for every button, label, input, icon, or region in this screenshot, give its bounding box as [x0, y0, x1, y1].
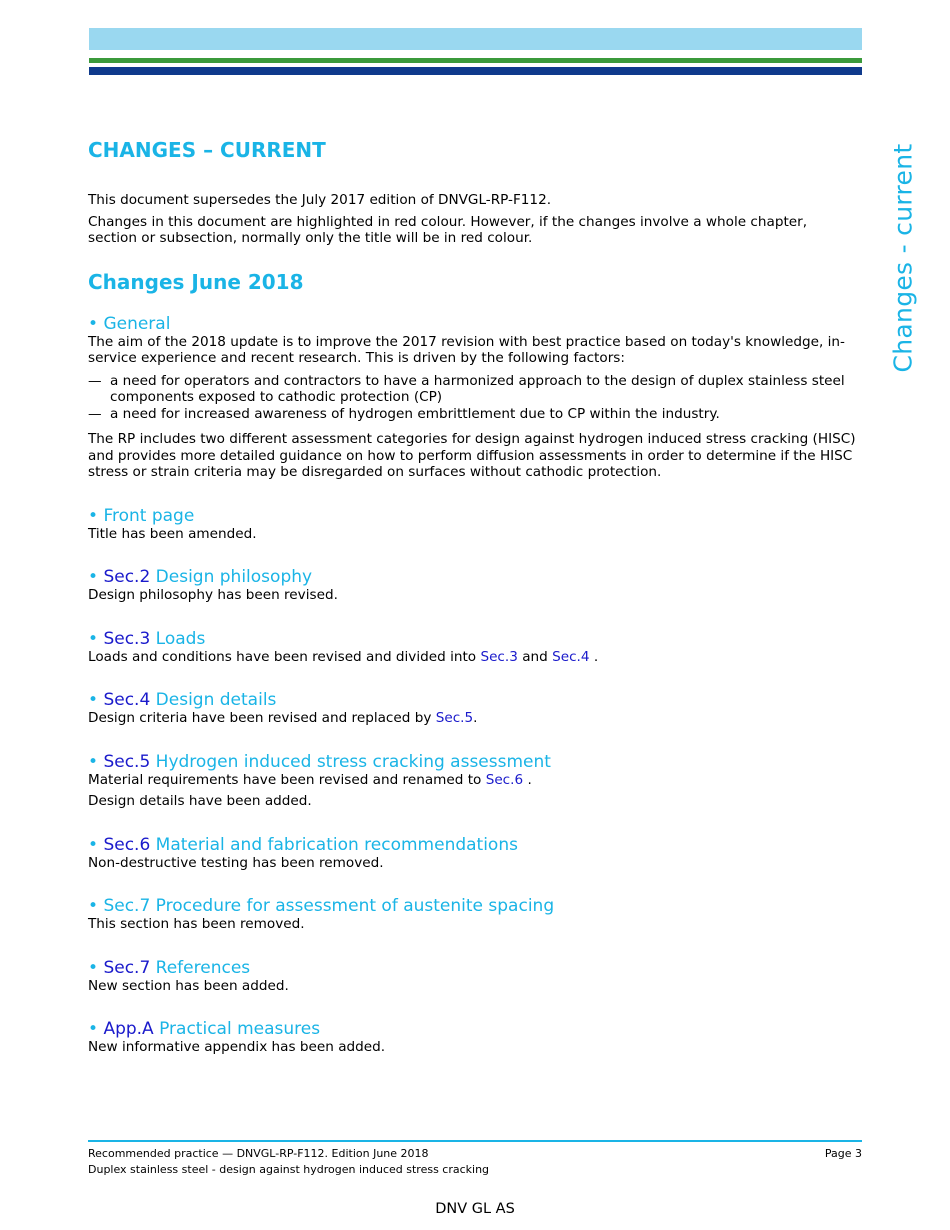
section-heading-general [88, 314, 858, 334]
bullet: • [88, 957, 99, 978]
section-text [88, 649, 858, 666]
section-text: This section has been removed. [88, 916, 305, 932]
header-band-light [89, 28, 862, 50]
footer-organization: DNV GL AS [435, 1201, 515, 1217]
section-heading-sec4 [88, 690, 858, 710]
section-text [88, 772, 858, 789]
changes-title: Changes June 2018 [88, 269, 304, 294]
text-segment: Loads and conditions have been revised and divided into [88, 648, 481, 665]
bullet: • [88, 1019, 99, 1039]
section-sec5 [88, 752, 858, 810]
section-text: Design philosophy has been revised. [88, 587, 338, 603]
section-text [88, 710, 858, 727]
list-item-text: a need for operators and contractors to have a harmonized approach to the design of duplex stainless steel components exposed to cathodic protection (CP) [110, 372, 845, 405]
text-segment: . [473, 710, 478, 726]
list-item-text: a need for increased awareness of hydrogen embrittlement due to CP within the industry. [110, 405, 720, 422]
section-heading-sec2 [88, 567, 858, 587]
app-a-link[interactable]: App.A [103, 1019, 154, 1039]
bullet: • [88, 690, 99, 710]
section-text: New section has been added. [88, 977, 289, 994]
footer-line-1: Recommended practice — DNVGL-RP-F112. Edition June 2018 [88, 1147, 429, 1160]
section-title: General [103, 313, 171, 334]
footer-line-2: Duplex stainless steel - design against hydrogen induced stress cracking [88, 1163, 490, 1176]
section-text: New informative appendix has been added. [88, 1039, 386, 1055]
section-heading-sec5 [88, 752, 858, 772]
section-title: References [155, 957, 251, 978]
bullet: • [88, 834, 99, 855]
section-sec2 [88, 567, 858, 604]
header-band-navy [89, 67, 862, 75]
sec4-link[interactable]: Sec.4 [103, 690, 151, 710]
page-number: Page 3 [824, 1147, 862, 1160]
section-sec6 [88, 835, 858, 872]
section-sec3 [88, 629, 858, 666]
general-paragraph-2: The RP includes two different assessment categories for design against hydrogen induced stress cracking (HISC) and provides more detailed guidance on how to perform diffusion assessments in order to determine if the HISC stress or strain criteria may be disregarded on surfaces without cathodic protection. [88, 431, 856, 480]
section-sec7-austenite [88, 896, 858, 933]
text-segment: Design criteria have been revised and replaced by [88, 710, 436, 726]
section-title: Design details [155, 690, 277, 710]
section-title: Design philosophy [155, 567, 313, 587]
section-heading-sec3 [88, 629, 858, 649]
section-title: Loads [155, 628, 206, 649]
factor-list [88, 373, 858, 423]
bullet: • [88, 505, 99, 526]
side-title: Changes - current [888, 143, 918, 373]
section-title: Front page [103, 505, 195, 526]
list-item [88, 406, 858, 423]
section-app-a [88, 1019, 858, 1056]
sec6-ref-link[interactable]: Sec.6 [485, 771, 524, 788]
section-heading-front-page [88, 506, 858, 526]
intro-paragraph-2: Changes in this document are highlighted in red colour. However, if the changes involve a whole chapter, section or subsection, normally only the title will be in red colour. [88, 213, 808, 246]
section-heading-sec7-austenite [88, 896, 858, 916]
sec5-link[interactable]: Sec.5 [103, 751, 151, 772]
section-sec4 [88, 690, 858, 727]
page-content [88, 138, 858, 1056]
section-general [88, 314, 858, 481]
section-heading-sec6 [88, 835, 858, 855]
intro-paragraph-1: This document supersedes the July 2017 edition of DNVGL-RP-F112. [88, 192, 552, 208]
section-title: Hydrogen induced stress cracking assessment [155, 751, 551, 772]
bullet: • [88, 896, 99, 916]
bullet: • [88, 313, 99, 334]
footer-doc-info [88, 1146, 489, 1178]
sec7-link[interactable]: Sec.7 [103, 957, 151, 978]
dash-mark: — [88, 405, 102, 422]
text-segment: Material requirements have been revised and renamed to [88, 771, 486, 788]
section-text: Non-destructive testing has been removed. [88, 854, 384, 871]
text-segment: . [523, 771, 532, 788]
text-segment: . [589, 648, 599, 665]
section-title: Sec.7 Procedure for assessment of austenite spacing [103, 896, 555, 916]
section-text: Title has been amended. [88, 525, 257, 542]
sec6-link[interactable]: Sec.6 [103, 834, 151, 855]
sec3-ref-link[interactable]: Sec.3 [480, 648, 518, 665]
section-heading-app-a [88, 1019, 858, 1039]
text-segment: and [517, 648, 553, 665]
header-band-green [89, 58, 862, 63]
list-item [88, 373, 858, 406]
section-title: Practical measures [159, 1019, 321, 1039]
section-sec7-references [88, 958, 858, 995]
footer-rule [88, 1140, 862, 1142]
section-title: Material and fabrication recommendations [155, 834, 518, 855]
sec3-link[interactable]: Sec.3 [103, 628, 151, 649]
section-front-page [88, 506, 858, 543]
general-paragraph: The aim of the 2018 update is to improve the 2017 revision with best practice based on today's knowledge, in-service experience and recent research. This is driven by the following factors: [88, 333, 845, 366]
bullet: • [88, 751, 99, 772]
section-heading-sec7-references [88, 958, 858, 978]
sec4-ref-link[interactable]: Sec.4 [552, 648, 590, 665]
sec2-link[interactable]: Sec.2 [103, 567, 151, 587]
sec5-ref-link[interactable]: Sec.5 [435, 710, 474, 726]
bullet: • [88, 567, 99, 587]
bullet: • [88, 628, 99, 649]
section-text-2: Design details have been added. [88, 793, 312, 809]
page-title: CHANGES – CURRENT [88, 138, 326, 162]
dash-mark: — [88, 372, 102, 389]
